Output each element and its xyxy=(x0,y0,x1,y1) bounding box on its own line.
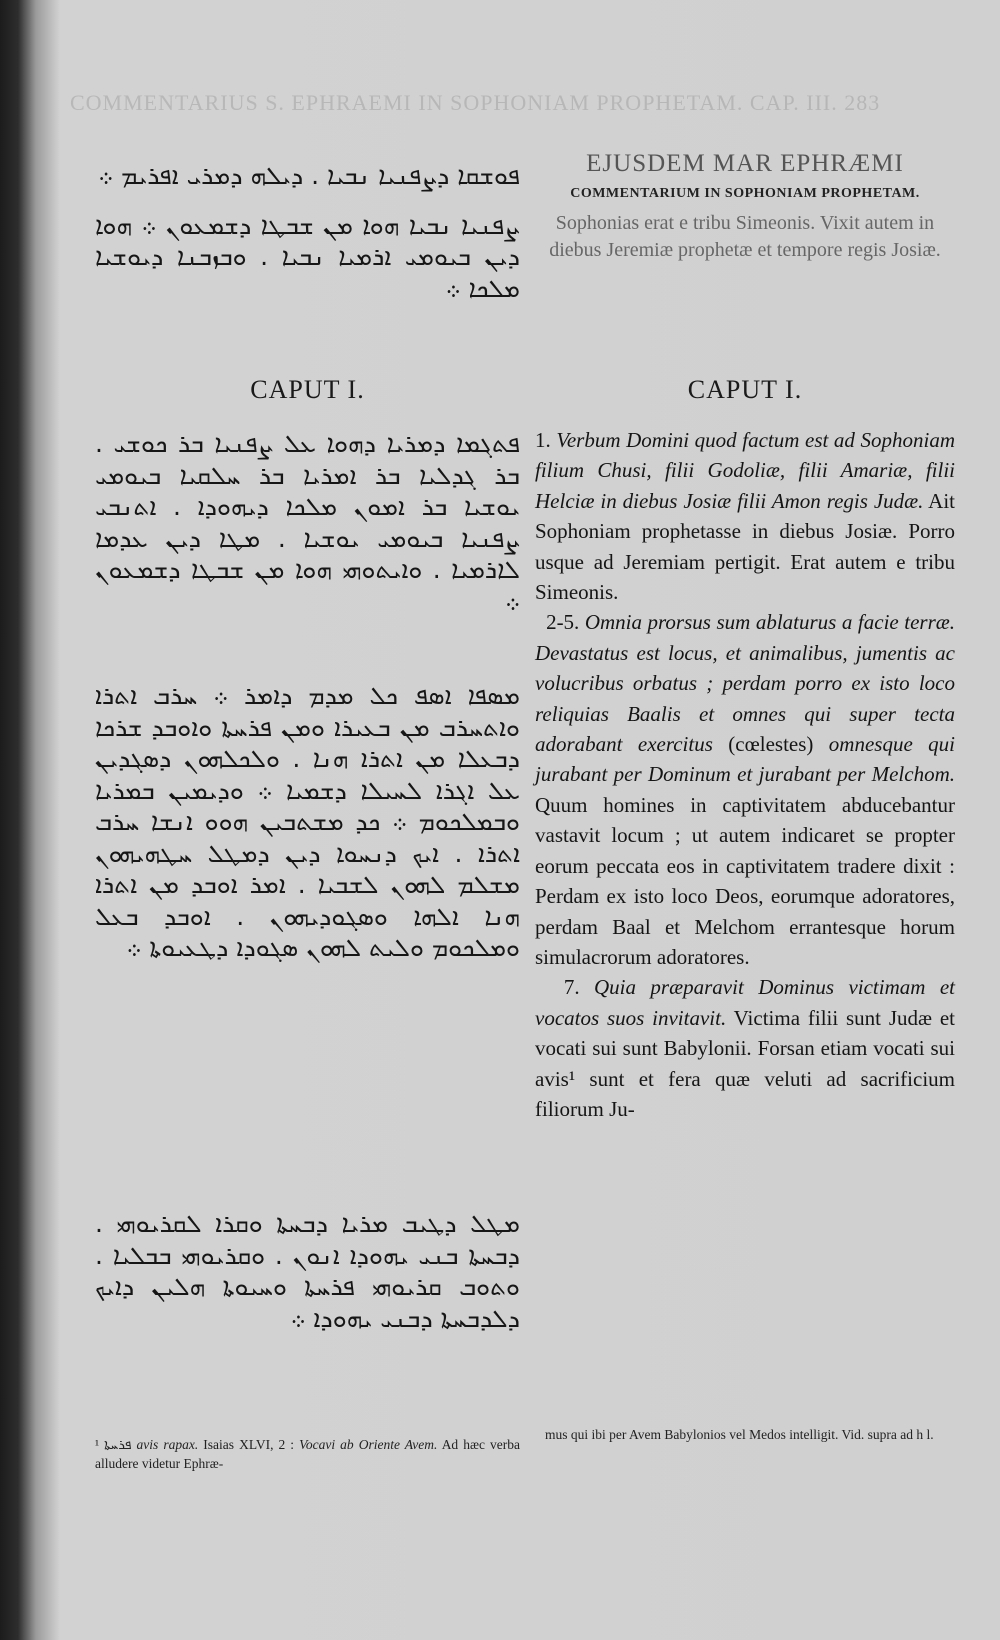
verse-2-5-commentary: Quum homines in captivitatem abducebantur vastavit locum ; ut autem indicaret se propter eorum peccata eos in captivitatem tradere dixit : Perdam ex isto loco Deos, eorumque adoratores, perdam Baal et Melchom errantesque horum simulacrorum adoratores. xyxy=(535,792,955,969)
footnote-reference: Isaias XLVI, 2 : xyxy=(203,1437,295,1452)
latin-column xyxy=(535,150,956,1121)
footnote-syriac-word: ܦܪܚܬܐ xyxy=(104,1437,132,1452)
footnote-left xyxy=(95,1435,520,1473)
syriac-verse-7: ܡܛܠ ܕܛܝܒ ܡܪܝܐ ܕܒܚܬܐ ܘܩܪܐ ܠܩܪܝܘܗܝ . ܕܒܚܬܐ ܒܢܝ ܝܗܘܕܐ ܐܢܘܢ . ܘܩܪܝܘܗܝ ܒܒܠܝܐ . ܘܬܘܒ ܩܪܝܘܗܝ ܦܪܚܬܐ ܘܚܝܘܬܐ ܗܠܝܢ ܕܐܝܟ ܕܠܕܒܚܬܐ ܕܒܢܝ ܝܗܘܕܐ ܀ xyxy=(95,1209,520,1333)
verse-1-commentary: Ait Sophoniam prophetasse in diebus Josiæ. Porro usque ad Jeremiam pertigit. Erat autem e tribu Simeonis. xyxy=(535,488,955,605)
verse-2-5-text-a: Omnia prorsus sum ablaturus a facie terræ. Devastatus est locus, et animalibus, jumentis ac volucribus orbatus ; perdam porro ex isto loco reliquias Baalis et omnes qui super tecta adorabant exercitus xyxy=(535,610,956,757)
latin-text xyxy=(535,425,955,1124)
verse-number-7: 7. xyxy=(563,975,580,1000)
syriac-intro: ܨܦܢܝܐ ܢܒܝܐ ܗܘܐ ܡܢ ܫܒܛܐ ܕܫܡܥܘܢ ܀ ܗܘܐ ܕܝܢ ܒܝܘܡܝ ܐܪܡܝܐ ܢܒܝܐ . ܘܒܙܒܢܐ ܕܝܘܫܝܐ ܡܠܟܐ ܀ xyxy=(95,210,520,303)
latin-intro: Sophonias erat e tribu Simeonis. Vixit autem in diebus Jeremiæ prophetæ et tempore regis Josiæ. xyxy=(549,212,941,261)
verse-2-5-insert: (cœlestes) xyxy=(728,732,814,757)
verse-7-commentary: Victima filii sunt Judæ et vocati sui sunt Babylonii. Forsan etiam vocati sui avis¹ sunt et fera quæ veluti ad sacrificium filiorum Ju- xyxy=(535,1005,955,1121)
bleed-through-running-head: COMMENTARIUS S. EPHRAEMI IN SOPHONIAM PROPHETAM. CAP. III. 283 xyxy=(70,90,881,115)
footnote-quote: Vocavi ab Oriente Avem. xyxy=(299,1437,438,1452)
verse-7-text: Quia præparavit Dominus victimam et vocatos suos invitavit. xyxy=(535,975,956,1030)
verse-number-2-5: 2-5. xyxy=(546,610,580,635)
section-heading: EJUSDEM MAR EPHRÆMI xyxy=(586,150,904,177)
footnote-right: mus qui ibi per Avem Babylonios vel Medos intelligit. Vid. supra ad h l. xyxy=(545,1427,934,1442)
caput-heading-left: CAPUT I. xyxy=(250,375,365,404)
footnote-marker: ¹ xyxy=(95,1437,100,1452)
verse-number-1: 1. xyxy=(535,428,551,452)
footnote-gloss: avis rapax. xyxy=(136,1437,199,1452)
syriac-verse-1: ܦܬܓܡܐ ܕܡܪܝܐ ܕܗܘܐ ܥܠ ܨܦܢܝܐ ܒܪ ܟܘܫܝ . ܒܪ ܓܕܠܝܐ ܒܪ ܐܡܪܝܐ ܒܪ ܚܠܩܝܐ ܒܝܘܡܝ ܝܘܫܝܐ ܒܪ ܐܡܘܢ ܡܠܟܐ ܕܝܗܘܕܐ . ܐܬܢܒܝ ܨܦܢܝܐ ܒܝܘܡܝ ܝܘܫܝܐ . ܡܛܐ ܕܝܢ ܥܕܡܐ ܠܐܪܡܝܐ . ܘܐܝܬܘܗܝ ܗܘܐ ܡܢ ܫܒܛܐ ܕܫܡܥܘܢ ܀ xyxy=(95,429,520,616)
caput-heading-right: CAPUT I. xyxy=(687,375,803,404)
syriac-title: ܦܘܫܩܐ ܕܨܦܢܝܐ ܢܒܝܐ . ܕܝܠܗ ܕܡܪܝ ܐܦܪܝܡ ܀ xyxy=(98,161,520,190)
syriac-column xyxy=(95,160,520,1333)
verse-1-text: Verbum Domini quod factum est ad Sophoniam filium Chusi, filii Godoliæ, filii Amariæ, filii Helciæ in diebus Josiæ filii Amon regis Judæ. xyxy=(535,428,955,513)
section-subheading: COMMENTARIUM IN SOPHONIAM PROPHETAM. xyxy=(570,186,920,201)
verse-2-5-text-b: omnesque qui jurabant per Dominum et jurabant per Melchom. xyxy=(535,732,955,787)
footnote-text: Ad hæc verba alludere videtur Ephræ- xyxy=(95,1437,521,1471)
syriac-verses-2-5: ܡܣܦܐ ܐܣܦ ܟܠ ܡܕܡ ܕܐܡܪ ܀ ܚܪܒ ܐܬܪܐ ܘܐܬܚܪܒ ܡܢ ܒܥܝܪܐ ܘܡܢ ܦܪܚܬܐ ܘܐܘܒܕ ܫܪܟܐ ܕܒܥܠܐ ܡܢ ܐܬܪܐ ܗܢܐ . ܘܠܟܠܗܘܢ ܕܣܓܕܝܢ ܥܠ ܐܓܪܐ ܠܚܝܠܐ ܕܫܡܝܐ ܀ ܘܕܝܡܝܢ ܒܡܪܝܐ ܘܒܡܠܟܘܡ ܀ ܟܕ ܡܫܬܒܝܢ ܗܘܘ ܐܢܫܐ ܚܪܒ ܐܬܪܐ . ܐܝܟ ܕܢܚܘܐ ܕܝܢ ܕܡܛܠ ܚܛܗܝܗܘܢ ܡܫܠܡ ܠܗܘܢ ܠܫܒܝܐ . ܐܡܪ ܐܘܒܕ ܡܢ ܐܬܪܐ ܗܢܐ ܐܠܗܐ ܘܣܓܘܕܝܗܘܢ . ܐܘܒܕ ܒܥܠ ܘܡܠܟܘܡ ܘܠܝܬ ܠܗܘܢ ܣܓܘܕܐ ܕܛܥܝܘܬܐ ܀ xyxy=(95,681,520,962)
